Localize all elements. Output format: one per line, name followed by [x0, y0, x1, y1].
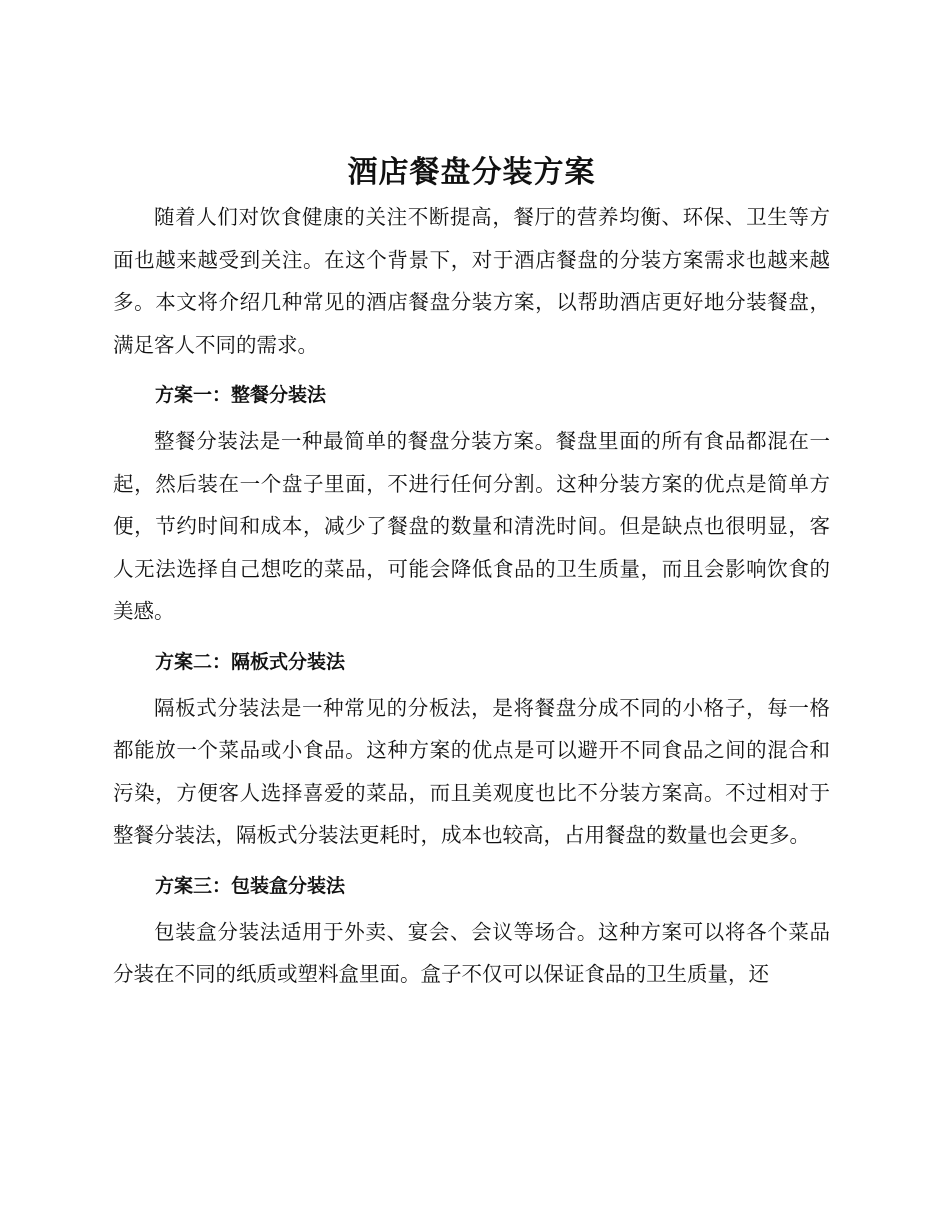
section-heading-3: 方案三：包装盒分装法 — [155, 874, 346, 897]
section-body-3: 包装盒分装法适用于外卖、宴会、会议等场合。这种方案可以将各个菜品分装在不同的纸质或塑料盒里面。盒子不仅可以保证食品的卫生质量，还 — [113, 919, 830, 986]
section-body-1: 整餐分装法是一种最简单的餐盘分装方案。餐盘里面的所有食品都混在一起，然后装在一个盘子里面，不进行任何分割。这种分装方案的优点是简单方便，节约时间和成本，减少了餐盘的数量和清洗时间。但是缺点也很明显，客人无法选择自己想吃的菜品，可能会降低食品的卫生质量，而且会影响饮食的美感。 — [113, 429, 830, 623]
section-heading-2: 方案二：隔板式分装法 — [155, 650, 346, 673]
section-heading-1: 方案一：整餐分装法 — [155, 384, 327, 406]
document-page — [113, 150, 830, 996]
document-title: 酒店餐盘分装方案 — [347, 155, 596, 190]
section-body-2: 隔板式分装法是一种常见的分板法，是将餐盘分成不同的小格子，每一格都能放一个菜品或小食品。这种方案的优点是可以避开不同食品之间的混合和污染，方便客人选择喜爱的菜品，而且美观度也比不分装方案高。不过相对于整餐分装法，隔板式分装法更耗时，成本也较高，占用餐盘的数量也会更多。 — [113, 695, 830, 847]
intro-paragraph: 随着人们对饮食健康的关注不断提高，餐厅的营养均衡、环保、卫生等方面也越来越受到关注。在这个背景下，对于酒店餐盘的分装方案需求也越来越多。本文将介绍几种常见的酒店餐盘分装方案，以帮助酒店更好地分装餐盘，满足客人不同的需求。 — [113, 205, 830, 357]
